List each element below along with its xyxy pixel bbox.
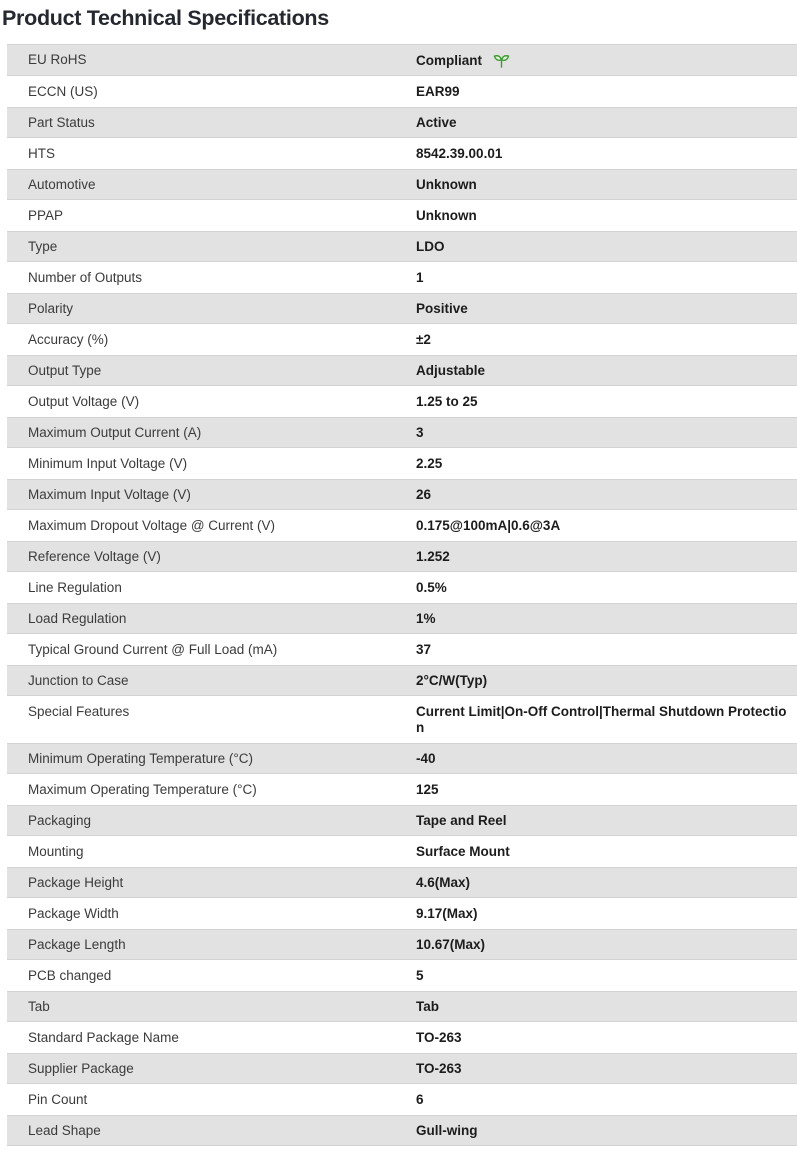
spec-value-text: Active [416, 115, 457, 130]
spec-value-text: -40 [416, 751, 436, 766]
spec-value [416, 425, 797, 441]
spec-label: Package Width [28, 906, 119, 921]
spec-label: Part Status [28, 115, 95, 130]
spec-label: Lead Shape [28, 1123, 101, 1138]
spec-label: Output Voltage (V) [28, 394, 140, 409]
spec-value [416, 518, 797, 534]
spec-value-text: 2°C/W(Typ) [416, 673, 488, 688]
spec-row [7, 107, 797, 138]
spec-value-text: Gull-wing [416, 1123, 478, 1138]
spec-label: Output Type [28, 363, 102, 378]
spec-value [416, 751, 797, 767]
spec-row [7, 898, 797, 929]
spec-value-text: 8542.39.00.01 [416, 146, 503, 161]
spec-value-text: 1.25 to 25 [416, 394, 478, 409]
spec-row [7, 44, 797, 76]
spec-value [416, 363, 797, 379]
spec-value-text: Unknown [416, 177, 477, 192]
spec-label: Reference Voltage (V) [28, 549, 161, 564]
spec-value-text: Current Limit|On-Off Control|Thermal Shutdown Protection [416, 704, 787, 735]
spec-value [416, 549, 797, 565]
spec-row [7, 696, 797, 743]
spec-value-text: Adjustable [416, 363, 486, 378]
spec-value [416, 239, 797, 255]
spec-row [7, 355, 797, 386]
spec-value-text: 4.6(Max) [416, 875, 471, 890]
spec-value [416, 844, 797, 860]
spec-label: Accuracy (%) [28, 332, 109, 347]
spec-value-text: 3 [416, 425, 424, 440]
spec-value-text: 1% [416, 611, 436, 626]
spec-value-text: 5 [416, 968, 424, 983]
spec-row [7, 510, 797, 541]
spec-row [7, 774, 797, 805]
spec-row [7, 76, 797, 107]
spec-value-text: Tape and Reel [416, 813, 507, 828]
spec-value [416, 642, 797, 658]
spec-row [7, 867, 797, 898]
spec-value [416, 208, 797, 224]
spec-label: Type [28, 239, 58, 254]
spec-value-text: 0.5% [416, 580, 447, 595]
spec-row [7, 991, 797, 1022]
spec-value-text: TO-263 [416, 1061, 462, 1076]
spec-value [416, 1123, 797, 1139]
spec-row [7, 743, 797, 774]
spec-row [7, 293, 797, 324]
spec-value-text: ±2 [416, 332, 431, 347]
spec-value [416, 1030, 797, 1046]
spec-value-text: Positive [416, 301, 468, 316]
spec-row [7, 541, 797, 572]
spec-row [7, 572, 797, 603]
spec-label: Typical Ground Current @ Full Load (mA) [28, 642, 278, 657]
page-title: Product Technical Specifications [2, 6, 329, 30]
spec-label: Minimum Input Voltage (V) [28, 456, 188, 471]
spec-value [416, 487, 797, 503]
spec-value-text: LDO [416, 239, 445, 254]
spec-value-text: 0.175@100mA|0.6@3A [416, 518, 561, 533]
spec-label: Automotive [28, 177, 96, 192]
spec-value-text: 26 [416, 487, 432, 502]
spec-label: PPAP [28, 208, 64, 223]
spec-value [416, 270, 797, 286]
spec-value-text: 6 [416, 1092, 424, 1107]
spec-row [7, 929, 797, 960]
spec-label: Tab [28, 999, 50, 1014]
spec-value [416, 332, 797, 348]
spec-value [416, 937, 797, 953]
spec-value [416, 580, 797, 596]
spec-label: Pin Count [28, 1092, 88, 1107]
spec-value [416, 146, 797, 162]
spec-value [416, 782, 797, 798]
spec-row [7, 1053, 797, 1084]
spec-label: HTS [28, 146, 55, 161]
spec-label: Standard Package Name [28, 1030, 179, 1045]
spec-table [7, 44, 797, 1146]
spec-value-text: 125 [416, 782, 439, 797]
spec-value [416, 115, 797, 131]
spec-label: Mounting [28, 844, 84, 859]
spec-label: Junction to Case [28, 673, 129, 688]
spec-value [416, 1092, 797, 1108]
spec-value-text: 1 [416, 270, 424, 285]
spec-value [416, 456, 797, 472]
spec-value-text: 1.252 [416, 549, 450, 564]
spec-label: Supplier Package [28, 1061, 134, 1076]
spec-label: Maximum Dropout Voltage @ Current (V) [28, 518, 276, 533]
spec-value-text: 9.17(Max) [416, 906, 478, 921]
spec-value [416, 704, 797, 736]
spec-row [7, 1084, 797, 1115]
spec-value [416, 813, 797, 829]
spec-value-text: Compliant [416, 53, 482, 68]
spec-value-text: 10.67(Max) [416, 937, 486, 952]
spec-label: Polarity [28, 301, 74, 316]
spec-label: Package Length [28, 937, 126, 952]
spec-value [416, 301, 797, 317]
spec-row [7, 231, 797, 262]
spec-label: Package Height [28, 875, 124, 890]
spec-row [7, 479, 797, 510]
spec-label: Minimum Operating Temperature (°C) [28, 751, 253, 766]
spec-value-text: Unknown [416, 208, 477, 223]
spec-row [7, 324, 797, 355]
spec-row [7, 1022, 797, 1053]
spec-value [416, 999, 797, 1015]
spec-row [7, 960, 797, 991]
spec-value [416, 611, 797, 627]
spec-row [7, 665, 797, 696]
spec-value-text: 2.25 [416, 456, 443, 471]
spec-row [7, 200, 797, 231]
spec-label: ECCN (US) [28, 84, 98, 99]
spec-value [416, 1061, 797, 1077]
spec-row [7, 1115, 797, 1146]
spec-row [7, 836, 797, 867]
spec-label: Maximum Input Voltage (V) [28, 487, 191, 502]
spec-value [416, 875, 797, 891]
spec-label: EU RoHS [28, 52, 87, 67]
spec-value [416, 906, 797, 922]
spec-label: Special Features [28, 704, 130, 719]
spec-row [7, 448, 797, 479]
spec-label: Maximum Output Current (A) [28, 425, 202, 440]
spec-value-text: Tab [416, 999, 439, 1014]
spec-value-text: EAR99 [416, 84, 460, 99]
spec-value [416, 394, 797, 410]
spec-value-text: 37 [416, 642, 432, 657]
spec-value [416, 968, 797, 984]
rohs-leaf-icon [493, 52, 510, 68]
spec-label: PCB changed [28, 968, 112, 983]
spec-value-text: Surface Mount [416, 844, 510, 859]
spec-label: Maximum Operating Temperature (°C) [28, 782, 257, 797]
spec-value [416, 52, 797, 69]
spec-row [7, 634, 797, 665]
spec-label: Number of Outputs [28, 270, 143, 285]
spec-row [7, 138, 797, 169]
spec-value-text: TO-263 [416, 1030, 462, 1045]
spec-value [416, 673, 797, 689]
spec-row [7, 169, 797, 200]
spec-row [7, 805, 797, 836]
spec-label: Load Regulation [28, 611, 127, 626]
spec-value [416, 84, 797, 100]
spec-label: Packaging [28, 813, 92, 828]
spec-row [7, 417, 797, 448]
spec-row [7, 386, 797, 417]
spec-label: Line Regulation [28, 580, 122, 595]
spec-row [7, 603, 797, 634]
spec-row [7, 262, 797, 293]
spec-value [416, 177, 797, 193]
